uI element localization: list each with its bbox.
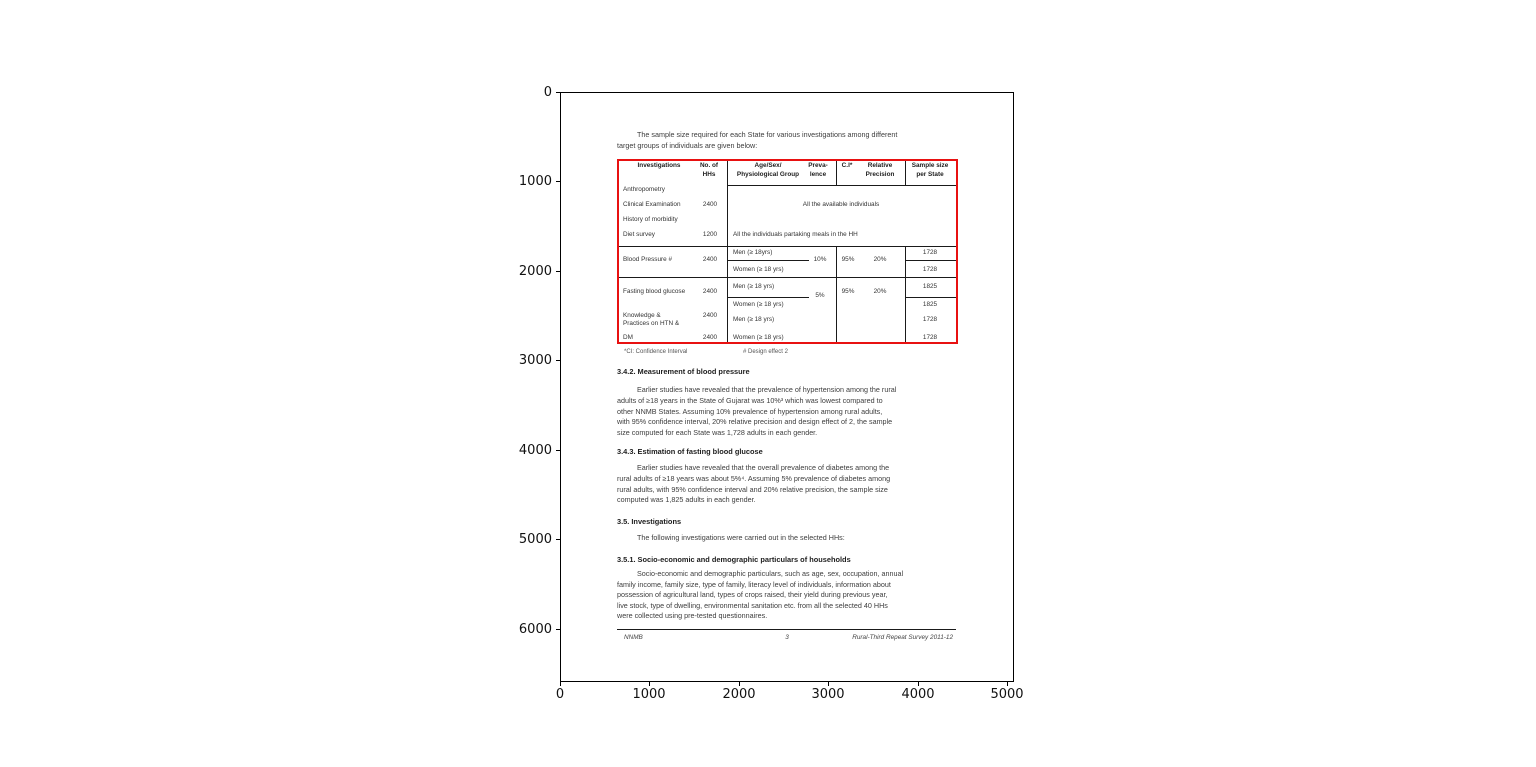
table-vline: [836, 246, 837, 342]
table-header-precision: Relative: [867, 162, 893, 169]
table-header-prevalence: Preva-: [808, 162, 828, 169]
y-tick-mark: [556, 360, 560, 361]
paragraph-line: adults of ≥18 years in the State of Gujarat was 10%³ which was lowest compared to: [617, 396, 883, 405]
y-tick-mark: [556, 629, 560, 630]
x-tick-mark: [828, 682, 829, 686]
x-tick-label: 1000: [632, 687, 666, 702]
table-header-underline: [727, 185, 956, 186]
table-vline: [836, 161, 837, 186]
paragraph-line: possession of agricultural land, types of crops raised, their yield during previous year,: [617, 590, 888, 599]
table-cell: 1825: [922, 301, 938, 308]
table-cell: Blood Pressure #: [623, 256, 673, 263]
table-vline: [727, 161, 728, 342]
x-tick-label: 5000: [990, 687, 1024, 702]
table-cell: 2400: [702, 201, 718, 208]
paragraph-line: computed was 1,825 adults in each gender.: [617, 495, 756, 504]
table-cell: Diet survey: [623, 231, 655, 238]
x-tick-mark: [560, 682, 561, 686]
y-tick-label: 2000: [518, 264, 552, 279]
paragraph-line: Earlier studies have revealed that the overall prevalence of diabetes among the: [637, 463, 890, 472]
table-header-ci: C.I*: [841, 162, 853, 169]
table-cell: 1200: [702, 231, 718, 238]
y-tick-mark: [556, 92, 560, 93]
y-tick-label: 5000: [518, 532, 552, 547]
y-tick-label: 3000: [518, 353, 552, 368]
table-cell: 2400: [702, 312, 718, 319]
paragraph-line: family income, family size, type of family, literacy level of individuals, information about: [617, 580, 891, 589]
intro-line: The sample size required for each State for various investigations among different: [637, 130, 898, 139]
table-cell: History of morbidity: [623, 216, 678, 223]
table-cell: 20%: [873, 288, 887, 295]
paragraph-line: The following investigations were carried out in the selected HHs:: [637, 533, 845, 542]
table-header-hhs: No. of: [699, 162, 719, 169]
intro-line: target groups of individuals are given below:: [617, 141, 758, 150]
sample-size-table-red-box: [617, 159, 958, 344]
table-cell: Anthropometry: [623, 186, 665, 193]
table-cell: Women (≥ 18 yrs): [733, 301, 784, 308]
table-subrow-divider: [728, 297, 809, 298]
table-subrow-divider: [906, 297, 956, 298]
y-tick-label: 4000: [518, 443, 552, 458]
table-cell: Men (≥ 18 yrs): [733, 283, 775, 290]
table-cell: 95%: [841, 256, 855, 263]
table-footnote-ci: *CI: Confidence Interval: [624, 349, 688, 355]
paragraph-line: with 95% confidence interval, 20% relative precision and design effect of 2, the sample: [617, 417, 893, 426]
table-footnote-design: # Design effect 2: [743, 349, 788, 355]
table-header-agesex: Age/Sex/: [754, 162, 782, 169]
x-tick-mark: [1007, 682, 1008, 686]
table-header-hhs: HHs: [702, 171, 716, 178]
section-heading-342: 3.4.2. Measurement of blood pressure: [617, 367, 750, 376]
table-cell: 2400: [702, 288, 718, 295]
table-group-divider: [619, 246, 956, 247]
table-cell: 20%: [873, 256, 887, 263]
paragraph-line: rural adults, with 95% confidence interval and 20% relative precision, the sample size: [617, 485, 888, 494]
table-cell: 1728: [922, 266, 938, 273]
table-vline: [905, 161, 906, 186]
table-span-cell: All the available individuals: [802, 201, 880, 208]
table-cell: Clinical Examination: [623, 201, 681, 208]
table-cell: 1728: [922, 334, 938, 341]
paragraph-line: Socio-economic and demographic particulars, such as age, sex, occupation, annual: [637, 569, 904, 578]
table-cell: 10%: [813, 256, 827, 263]
table-cell: 2400: [702, 334, 718, 341]
y-tick-mark: [556, 181, 560, 182]
table-cell: Practices on HTN &: [623, 320, 680, 327]
paragraph-line: other NNMB States. Assuming 10% prevalence of hypertension among rural adults,: [617, 407, 883, 416]
table-cell: DM: [623, 334, 633, 341]
table-header-investigations: Investigations: [637, 162, 681, 169]
table-header-precision: Precision: [865, 171, 895, 178]
table-cell: 1728: [922, 316, 938, 323]
table-cell: Fasting blood glucose: [623, 288, 686, 295]
table-cell: Knowledge &: [623, 312, 661, 319]
x-tick-mark: [739, 682, 740, 686]
table-header-samplesize: Sample size: [911, 162, 949, 169]
y-tick-mark: [556, 450, 560, 451]
section-heading-35: 3.5. Investigations: [617, 517, 682, 526]
table-header-samplesize: per State: [916, 171, 944, 178]
x-tick-mark: [649, 682, 650, 686]
table-cell: 95%: [841, 288, 855, 295]
table-cell: 1728: [922, 249, 938, 256]
paragraph-line: size computed for each State was 1,728 adults in each gender.: [617, 428, 818, 437]
section-heading-351: 3.5.1. Socio-economic and demographic particulars of households: [617, 555, 851, 564]
y-tick-mark: [556, 271, 560, 272]
table-cell: Women (≥ 18 yrs): [733, 334, 784, 341]
paragraph-line: rural adults of ≥18 years was about 5%⁴. Assuming 5% prevalence of diabetes among: [617, 474, 891, 483]
table-cell: Men (≥ 18yrs): [733, 249, 773, 256]
table-cell: Men (≥ 18 yrs): [733, 316, 775, 323]
footer-left-nnmb: NNMB: [624, 634, 643, 641]
x-tick-label: 3000: [811, 687, 845, 702]
paragraph-line: were collected using pre-tested questionnaires.: [617, 611, 768, 620]
x-tick-label: 4000: [901, 687, 935, 702]
y-tick-label: 0: [543, 85, 552, 100]
table-group-divider: [619, 277, 956, 278]
table-subrow-divider: [728, 260, 809, 261]
table-cell: Women (≥ 18 yrs): [733, 266, 784, 273]
table-cell: 5%: [815, 292, 825, 299]
table-subrow-divider: [906, 260, 956, 261]
x-tick-mark: [918, 682, 919, 686]
y-tick-mark: [556, 539, 560, 540]
paragraph-line: live stock, type of dwelling, environmental sanitation etc. from all the selected 40 HHs: [617, 601, 888, 610]
table-cell: 2400: [702, 256, 718, 263]
x-tick-label: 0: [555, 687, 565, 702]
x-tick-label: 2000: [722, 687, 756, 702]
footer-right-survey-title: Rural-Third Repeat Survey 2011-12: [852, 634, 953, 641]
table-header-agesex: Physiological Group: [736, 171, 800, 178]
footer-page-number: 3: [785, 634, 789, 641]
table-cell: 1825: [922, 283, 938, 290]
table-span-cell: All the individuals partaking meals in the HH: [733, 231, 858, 238]
y-tick-label: 1000: [518, 174, 552, 189]
footer-rule: [617, 629, 956, 630]
section-heading-343: 3.4.3. Estimation of fasting blood glucose: [617, 447, 763, 456]
paragraph-line: Earlier studies have revealed that the prevalence of hypertension among the rural: [637, 385, 897, 394]
table-header-prevalence: lence: [809, 171, 827, 178]
y-tick-label: 6000: [518, 622, 552, 637]
